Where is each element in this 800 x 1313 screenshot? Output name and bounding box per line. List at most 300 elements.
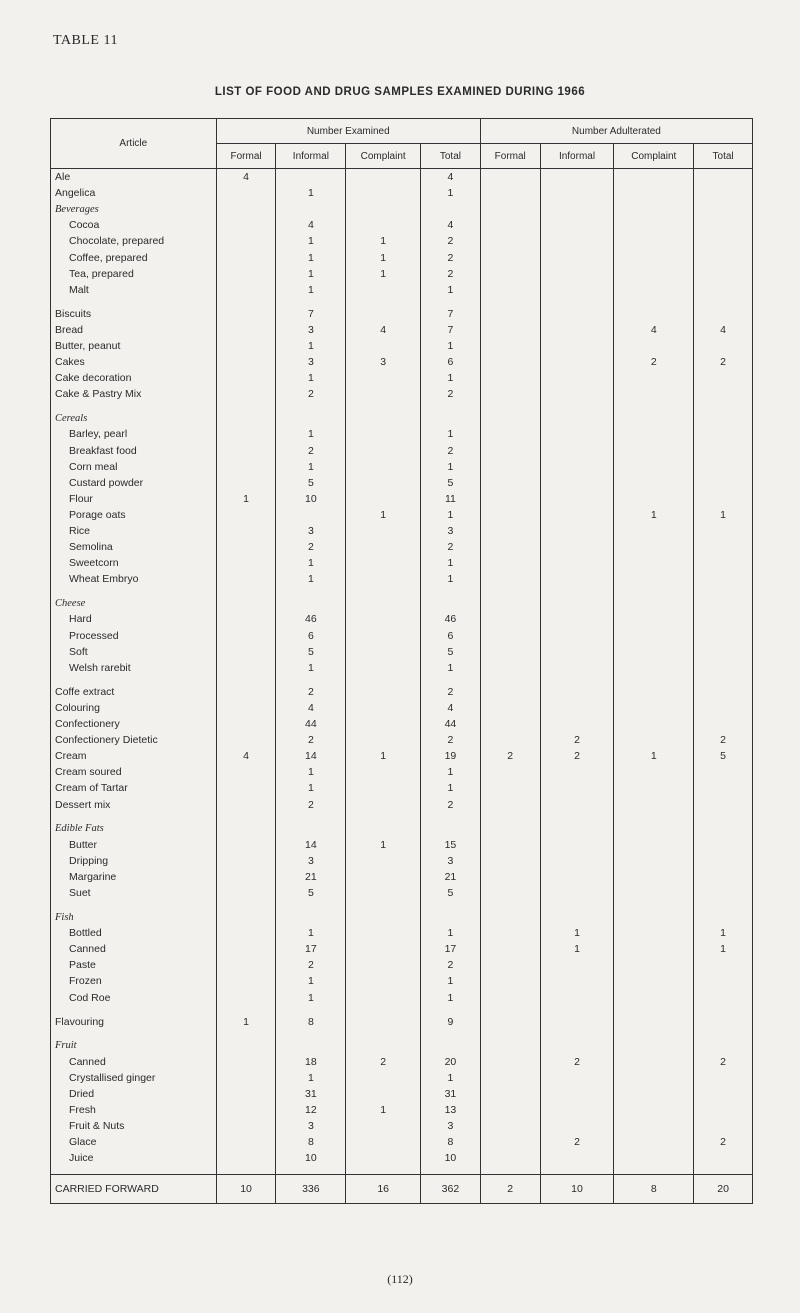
table-cell: 3 [346,354,421,370]
article-name: Bottled [51,925,217,941]
table-cell: 1 [346,233,421,249]
table-cell [480,957,540,973]
table-cell: 3 [276,523,346,539]
table-cell [480,909,540,925]
table-cell [276,595,346,611]
table-cell: 1 [421,426,481,442]
table-cell: 2 [346,1054,421,1070]
table-cell: 21 [276,869,346,885]
table-cell [540,885,614,901]
table-cell: 3 [276,322,346,338]
article-name: Sweetcorn [51,555,217,571]
table-cell [480,796,540,812]
spacer-cell [51,587,217,595]
table-cell [694,426,753,442]
table-cell [216,1054,276,1070]
table-cell [614,1102,694,1118]
table-cell: 46 [276,611,346,627]
table-cell [614,410,694,426]
table-cell [216,796,276,812]
table-cell [694,700,753,716]
table-cell [614,732,694,748]
table-cell [480,282,540,298]
table-row [51,973,753,989]
table-cell [276,821,346,837]
table-cell [694,233,753,249]
table-cell: 3 [276,1118,346,1134]
table-cell [216,684,276,700]
table-cell [540,555,614,571]
table-cell: 2 [276,539,346,555]
table-cell [216,957,276,973]
table-cell [540,796,614,812]
spacer-cell [614,1006,694,1014]
table-cell [346,973,421,989]
spacer-cell [694,813,753,821]
table-cell: 12 [276,1102,346,1118]
table-cell [614,821,694,837]
spacer-cell [421,676,481,684]
spacer-cell [51,901,217,909]
table-cell: 362 [421,1175,481,1204]
table-cell: 1 [276,370,346,386]
category-row [51,595,753,611]
table-cell [614,1086,694,1102]
table-cell [540,507,614,523]
table-cell [346,1150,421,1166]
table-row [51,957,753,973]
table-cell: 4 [216,169,276,186]
table-cell [346,523,421,539]
table-cell [540,491,614,507]
table-cell [216,410,276,426]
table-cell [346,1014,421,1030]
table-cell: 2 [276,443,346,459]
table-cell [480,338,540,354]
table-row [51,732,753,748]
spacer-cell [694,1030,753,1038]
table-cell [421,1038,481,1054]
table-cell: 2 [540,1134,614,1150]
table-cell [614,1014,694,1030]
table-cell: 1 [421,1070,481,1086]
table-cell [540,869,614,885]
article-name: Glace [51,1134,217,1150]
table-cell [216,266,276,282]
table-cell [540,628,614,644]
table-cell [480,1150,540,1166]
table-row [51,266,753,282]
table-cell [216,475,276,491]
table-cell: 10 [540,1175,614,1204]
table-cell: 2 [694,354,753,370]
table-cell: 1 [421,990,481,1006]
table-cell: 7 [421,322,481,338]
table-cell [480,426,540,442]
table-cell [694,611,753,627]
table-cell: 6 [276,628,346,644]
table-cell: 1 [421,764,481,780]
table-cell [480,595,540,611]
table-cell [216,523,276,539]
table-cell [346,700,421,716]
table-cell [346,539,421,555]
spacer-cell [480,587,540,595]
spacer-row [51,813,753,821]
article-name: Confectionery Dietetic [51,732,217,748]
table-cell [540,990,614,1006]
table-cell [346,426,421,442]
table-cell [480,732,540,748]
table-cell [346,386,421,402]
table-cell: 7 [421,306,481,322]
table-cell [614,306,694,322]
table-cell: 2 [614,354,694,370]
spacer-cell [480,1030,540,1038]
table-cell [421,201,481,217]
carried-forward-label: CARRIED FORWARD [51,1175,217,1204]
table-cell [480,386,540,402]
table-cell [614,853,694,869]
table-cell: 2 [694,1054,753,1070]
article-name: Paste [51,957,217,973]
table-cell [276,169,346,186]
table-cell: 1 [276,282,346,298]
table-cell: 5 [276,475,346,491]
article-name: Porage oats [51,507,217,523]
table-row [51,1102,753,1118]
table-label: TABLE 11 [53,33,118,48]
table-cell: 1 [276,973,346,989]
table-cell [216,628,276,644]
table-cell [614,957,694,973]
table-cell: 4 [421,700,481,716]
table-cell [346,201,421,217]
spacer-cell [216,298,276,306]
table-cell [216,716,276,732]
table-cell [694,869,753,885]
table-cell: 14 [276,748,346,764]
article-name: Canned [51,1054,217,1070]
table-cell: 1 [614,507,694,523]
table-cell: 1 [694,941,753,957]
article-name: Custard powder [51,475,217,491]
table-cell [480,611,540,627]
table-cell [346,185,421,201]
category-label: Cereals [51,410,217,426]
spacer-cell [51,813,217,821]
table-cell [694,780,753,796]
table-cell: 1 [421,973,481,989]
article-name: Tea, prepared [51,266,217,282]
table-cell [540,426,614,442]
table-cell [540,837,614,853]
table-cell: 1 [694,507,753,523]
article-name: Cream soured [51,764,217,780]
column-header: Total [421,144,481,169]
table-cell: 17 [276,941,346,957]
table-row [51,941,753,957]
spacer-cell [540,901,614,909]
spacer-cell [614,1030,694,1038]
table-cell: 5 [421,644,481,660]
table-cell [540,306,614,322]
table-row [51,370,753,386]
table-cell: 10 [216,1175,276,1204]
article-name: Suet [51,885,217,901]
table-cell [540,201,614,217]
table-cell: 4 [216,748,276,764]
table-cell [694,523,753,539]
table-cell [614,764,694,780]
table-cell [614,386,694,402]
table-cell [614,266,694,282]
table-cell [346,821,421,837]
table-cell [694,684,753,700]
table-cell: 2 [421,266,481,282]
table-cell [346,595,421,611]
table-cell: 4 [421,169,481,186]
table-cell [480,1014,540,1030]
table-cell: 2 [694,1134,753,1150]
article-name: Cocoa [51,217,217,233]
table-cell [540,1014,614,1030]
table-cell [540,684,614,700]
column-header: Complaint [614,144,694,169]
table-row [51,523,753,539]
table-cell [694,853,753,869]
table-cell [480,354,540,370]
article-name: Dripping [51,853,217,869]
article-name: Biscuits [51,306,217,322]
table-cell: 3 [421,853,481,869]
spacer-cell [346,587,421,595]
table-cell: 1 [421,507,481,523]
article-name: Butter [51,837,217,853]
table-cell [216,386,276,402]
table-cell [276,410,346,426]
table-cell: 1 [276,233,346,249]
table-cell [540,1070,614,1086]
spacer-cell [480,298,540,306]
spacer-cell [614,813,694,821]
spacer-cell [51,1030,217,1038]
table-cell [346,475,421,491]
table-row [51,443,753,459]
spacer-cell [614,676,694,684]
table-cell [694,1086,753,1102]
table-cell [480,443,540,459]
table-cell [480,459,540,475]
table-cell [614,611,694,627]
table-cell [216,660,276,676]
table-cell [346,410,421,426]
table-cell [346,459,421,475]
table-cell: 2 [276,957,346,973]
spacer-cell [346,402,421,410]
table-cell [480,1070,540,1086]
table-cell: 336 [276,1175,346,1204]
table-cell [216,507,276,523]
category-row [51,410,753,426]
table-cell [421,410,481,426]
table-cell [694,973,753,989]
table-cell [216,539,276,555]
table-cell [480,764,540,780]
table-cell: 2 [421,443,481,459]
spacer-cell [216,402,276,410]
article-name: Cake decoration [51,370,217,386]
table-cell [614,684,694,700]
table-cell [614,660,694,676]
table-cell [276,201,346,217]
table-cell [614,925,694,941]
table-cell: 2 [421,386,481,402]
table-cell [276,909,346,925]
article-name: Chocolate, prepared [51,233,217,249]
table-cell [346,853,421,869]
spacer-cell [346,298,421,306]
table-row [51,338,753,354]
table-cell [540,354,614,370]
page-number: (112) [387,1272,413,1286]
table-cell [216,595,276,611]
table-cell [540,1102,614,1118]
table-cell [480,885,540,901]
spacer-cell [346,676,421,684]
number-examined-header: Number Examined [216,119,480,144]
spacer-cell [614,402,694,410]
spacer-row [51,298,753,306]
table-cell: 10 [276,491,346,507]
category-row [51,1038,753,1054]
article-name: Flavouring [51,1014,217,1030]
table-cell [216,306,276,322]
table-cell [346,732,421,748]
spacer-cell [540,1030,614,1038]
article-name: Breakfast food [51,443,217,459]
table-cell [480,185,540,201]
table-cell: 1 [276,459,346,475]
table-cell: 3 [421,523,481,539]
table-cell: 4 [694,322,753,338]
table-cell: 6 [421,354,481,370]
table-cell [614,941,694,957]
table-cell [216,1102,276,1118]
table-cell [216,459,276,475]
table-cell: 21 [421,869,481,885]
category-label: Cheese [51,595,217,611]
table-row [51,306,753,322]
table-row [51,1054,753,1070]
table-cell [480,217,540,233]
table-cell: 5 [276,644,346,660]
table-cell [614,1134,694,1150]
spacer-cell [276,1166,346,1175]
table-cell: 1 [421,780,481,796]
table-row [51,1086,753,1102]
table-cell [421,821,481,837]
spacer-cell [216,901,276,909]
table-cell [540,1038,614,1054]
table-cell [614,169,694,186]
table-cell: 1 [216,491,276,507]
table-cell: 2 [276,684,346,700]
table-cell [540,370,614,386]
table-row [51,386,753,402]
table-cell [346,1070,421,1086]
table-cell [480,941,540,957]
table-row [51,764,753,780]
table-cell [346,764,421,780]
table-cell [346,217,421,233]
table-cell: 2 [540,748,614,764]
table-cell: 1 [276,660,346,676]
table-row [51,571,753,587]
spacer-cell [694,587,753,595]
table-cell [540,282,614,298]
article-name: Flour [51,491,217,507]
table-cell [614,780,694,796]
table-cell [480,370,540,386]
table-cell [216,571,276,587]
table-row [51,990,753,1006]
table-cell: 6 [421,628,481,644]
table-cell: 1 [276,185,346,201]
table-cell: 1 [694,925,753,941]
table-cell [346,1038,421,1054]
table-cell [216,885,276,901]
table-cell: 4 [276,217,346,233]
table-cell: 20 [421,1054,481,1070]
table-cell: 19 [421,748,481,764]
table-cell [216,821,276,837]
table-cell [540,475,614,491]
table-row [51,837,753,853]
table-cell [694,796,753,812]
table-cell [614,595,694,611]
table-cell [614,644,694,660]
table-cell [694,459,753,475]
table-cell [480,1134,540,1150]
samples-table [50,118,753,1204]
spacer-cell [540,402,614,410]
table-cell [421,909,481,925]
table-cell [346,282,421,298]
article-name: Coffee, prepared [51,249,217,265]
article-name: Semolina [51,539,217,555]
table-cell: 16 [346,1175,421,1204]
table-cell [694,1070,753,1086]
article-name: Processed [51,628,217,644]
table-cell [540,249,614,265]
table-cell [614,1070,694,1086]
table-cell [694,386,753,402]
spacer-cell [614,1166,694,1175]
table-cell [540,217,614,233]
spacer-cell [346,813,421,821]
table-row [51,249,753,265]
table-cell: 2 [421,732,481,748]
table-cell: 1 [421,459,481,475]
table-cell [614,475,694,491]
table-cell [614,217,694,233]
table-cell [276,1038,346,1054]
table-cell [216,925,276,941]
column-header: Complaint [346,144,421,169]
table-cell [216,853,276,869]
table-cell [346,169,421,186]
